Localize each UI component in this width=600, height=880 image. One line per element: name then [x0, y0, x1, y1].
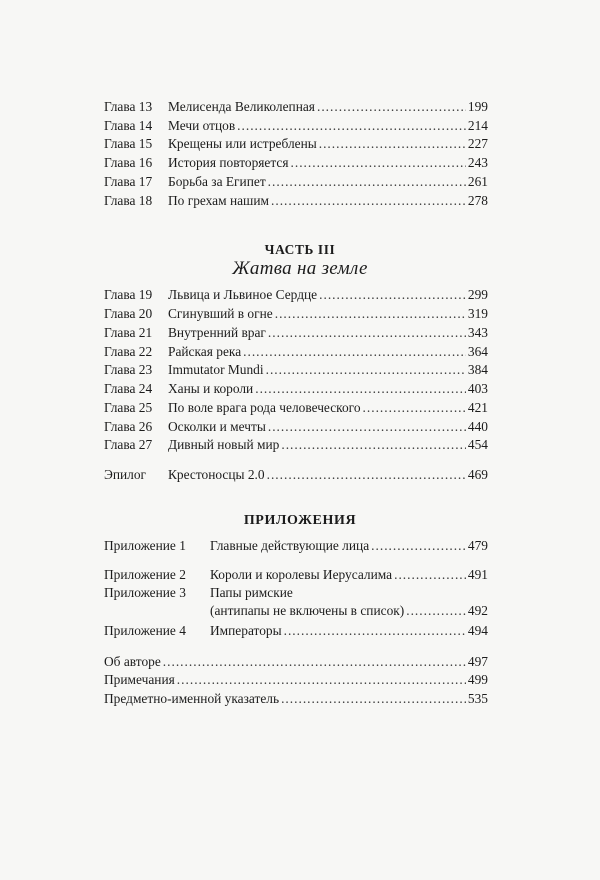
toc-entry	[104, 436, 488, 453]
toc-entry-label: Приложение 3	[104, 585, 186, 600]
toc-entry-label: Глава 17	[104, 174, 153, 189]
toc-entry-appendix	[104, 537, 488, 554]
toc-entry-page: 261	[467, 174, 488, 189]
dot-leader	[319, 286, 466, 303]
toc-entry-label: Приложение 1	[104, 538, 186, 553]
toc-entry-page: 497	[467, 654, 488, 669]
toc-entry-appendix-cont	[104, 602, 488, 619]
toc-entry	[104, 135, 488, 152]
toc-entry	[104, 173, 488, 190]
toc-entry-title: Сгинувший в огне	[168, 306, 273, 321]
toc-entry	[104, 117, 488, 134]
toc-entry-label: Глава 22	[104, 344, 153, 359]
toc-entry	[104, 305, 488, 322]
dot-leader	[281, 690, 466, 707]
toc-entry-title: Императоры	[210, 623, 282, 638]
dot-leader	[255, 380, 466, 397]
toc-entry-page: 384	[467, 362, 488, 377]
toc-entry-page: 535	[467, 691, 488, 706]
toc-entry-title: По грехам нашим	[168, 193, 270, 208]
toc-entry-page: 319	[467, 306, 488, 321]
toc-entry-label: Глава 19	[104, 287, 153, 302]
toc-entry-title: Ханы и короли	[168, 381, 254, 396]
toc-entry-page: 299	[467, 287, 488, 302]
toc-entry-label: Глава 23	[104, 362, 153, 377]
toc-entry-title: Об авторе	[104, 654, 161, 669]
toc-entry-appendix	[104, 584, 488, 601]
toc-entry-title: Крестоносцы 2.0	[168, 467, 265, 482]
dot-leader	[243, 343, 466, 360]
dot-leader	[267, 466, 466, 483]
dot-leader	[319, 135, 466, 152]
toc-entry-label: Глава 27	[104, 437, 153, 452]
toc-entry-page: 199	[467, 99, 488, 114]
toc-entry	[104, 98, 488, 115]
toc-entry-back-matter	[104, 671, 488, 688]
toc-entry-label: Глава 16	[104, 155, 153, 170]
appendices-heading: ПРИЛОЖЕНИЯ	[243, 513, 357, 528]
toc-entry	[104, 154, 488, 171]
toc-entry-label: Глава 20	[104, 306, 153, 321]
toc-entry-label: Приложение 2	[104, 567, 186, 582]
toc-entry-page: 469	[467, 467, 488, 482]
toc-entry-label: Глава 15	[104, 136, 153, 151]
toc-entry-page: 491	[467, 567, 488, 582]
toc-entry-title: Предметно-именной указатель	[104, 691, 280, 706]
toc-entry-back-matter	[104, 653, 488, 670]
toc-entry-title: Immutator Mundi	[168, 362, 264, 377]
toc-entry-title-line1: Папы римские	[210, 585, 293, 600]
toc-entry-title: Главные действующие лица	[210, 538, 370, 553]
toc-entry-page: 479	[467, 538, 488, 553]
toc-entry-page: 494	[467, 623, 488, 638]
dot-leader	[268, 418, 466, 435]
toc-entry-page: 243	[467, 155, 488, 170]
dot-leader	[394, 566, 466, 583]
toc-entry-epilogue	[104, 466, 488, 483]
toc-entry-title: Короли и королевы Иерусалима	[210, 567, 393, 582]
toc-entry-title: (антипапы не включены в список)	[210, 603, 405, 618]
dot-leader	[268, 173, 466, 190]
dot-leader	[406, 602, 466, 619]
dot-leader	[268, 324, 466, 341]
toc-entry-title: По воле врага рода человеческого	[168, 400, 361, 415]
toc-entry-page: 454	[467, 437, 488, 452]
toc-entry-title: Мелисенда Великолепная	[168, 99, 315, 114]
dot-leader	[266, 361, 466, 378]
toc-entry	[104, 192, 488, 209]
part-heading: ЧАСТЬ III	[264, 242, 336, 257]
toc-entry	[104, 399, 488, 416]
toc-entry-page: 227	[467, 136, 488, 151]
toc-entry-appendix	[104, 622, 488, 639]
toc-entry-page: 440	[467, 419, 488, 434]
toc-entry-title: Крещены или истреблены	[168, 136, 317, 151]
toc-entry-page: 492	[467, 603, 488, 618]
dot-leader	[371, 537, 466, 554]
toc-entry	[104, 324, 488, 341]
toc-entry-page: 278	[467, 193, 488, 208]
toc-entry	[104, 286, 488, 303]
dot-leader	[163, 653, 466, 670]
toc-entry-page: 499	[467, 672, 488, 687]
toc-entry	[104, 361, 488, 378]
toc-entry-label: Глава 24	[104, 381, 153, 396]
toc-entry-title: Примечания	[104, 672, 175, 687]
toc-entry	[104, 343, 488, 360]
toc-entry-title: Мечи отцов	[168, 118, 236, 133]
toc-entry	[104, 380, 488, 397]
toc-entry-title: Дивный новый мир	[168, 437, 280, 452]
toc-entry-label: Приложение 4	[104, 623, 186, 638]
toc-entry-label: Глава 25	[104, 400, 153, 415]
dot-leader	[363, 399, 466, 416]
dot-leader	[275, 305, 466, 322]
dot-leader	[177, 671, 466, 688]
toc-entry-back-matter	[104, 690, 488, 707]
toc-entry-title: Борьба за Египет	[168, 174, 266, 189]
toc-entry-title: Осколки и мечты	[168, 419, 266, 434]
toc-entry-label: Глава 26	[104, 419, 153, 434]
dot-leader	[317, 98, 466, 115]
toc-entry-label: Глава 14	[104, 118, 153, 133]
toc-entry-page: 214	[467, 118, 488, 133]
toc-entry-title: Львица и Львиное Сердце	[168, 287, 318, 302]
toc-entry-page: 364	[467, 344, 488, 359]
toc-entry-title: Райская река	[168, 344, 242, 359]
toc-entry-label: Эпилог	[104, 467, 147, 482]
toc-entry-appendix	[104, 566, 488, 583]
toc-entry-page: 421	[467, 400, 488, 415]
dot-leader	[271, 192, 466, 209]
dot-leader	[281, 436, 466, 453]
toc-entry-title: Внутренний враг	[168, 325, 266, 340]
dot-leader	[291, 154, 466, 171]
part-subtitle: Жатва на земле	[232, 258, 368, 279]
toc-entry-label: Глава 21	[104, 325, 153, 340]
dot-leader	[284, 622, 466, 639]
toc-entry-label: Глава 13	[104, 99, 153, 114]
toc-entry	[104, 418, 488, 435]
dot-leader	[237, 117, 466, 134]
toc-entry-page: 343	[467, 325, 488, 340]
toc-entry-label: Глава 18	[104, 193, 153, 208]
toc-entry-title: История повторяется	[168, 155, 289, 170]
toc-entry-page: 403	[467, 381, 488, 396]
